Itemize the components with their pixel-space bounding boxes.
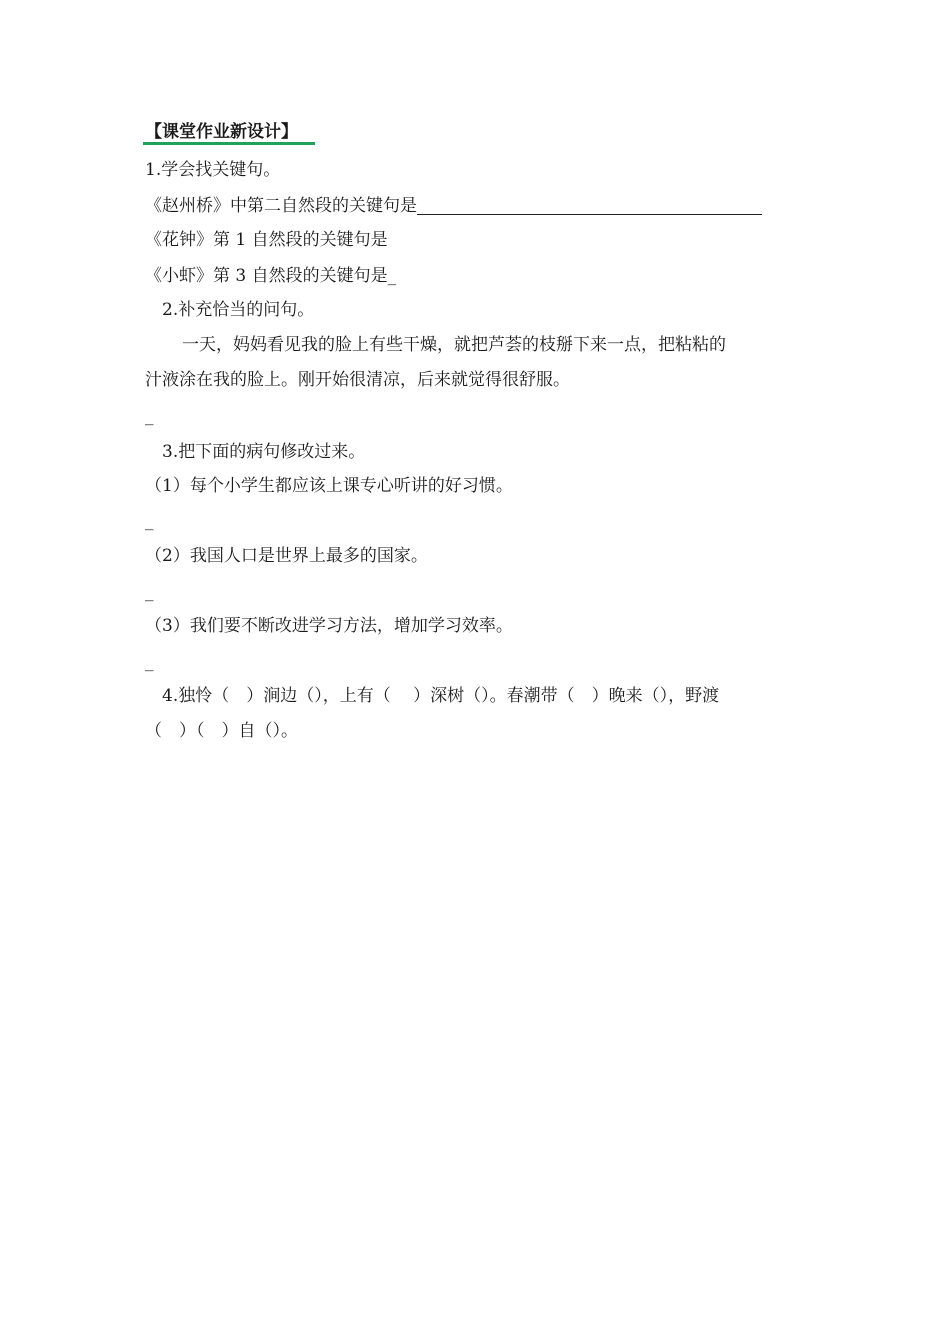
question-3-item-1: （1）每个小学生都应该上课专心听讲的好习惯。 (145, 476, 513, 496)
question-2-paragraph-line-2: 汁液涂在我的脸上。刚开始很清凉，后来就觉得很舒服。 (145, 370, 570, 390)
question-2-paragraph-line-1: 一天，妈妈看见我的脸上有些干燥，就把芦荟的枝掰下来一点，把粘粘的 (182, 335, 726, 355)
heading-underline (143, 142, 315, 145)
question-3-answer-1[interactable]: _ (145, 511, 154, 531)
question-1-title: 1.学会找关键句。 (145, 160, 281, 180)
question-2-answer[interactable]: _ (145, 406, 154, 426)
question-1-line-1 (145, 194, 762, 218)
question-3-title: 3.把下面的病句修改过来。 (162, 442, 366, 462)
question-1-line-2: 《花钟》第 1 自然段的关键句是 (145, 230, 388, 250)
section-heading: 【课堂作业新设计】 (145, 122, 298, 142)
answer-blank[interactable] (417, 197, 762, 215)
question-3-answer-3[interactable]: _ (145, 652, 154, 672)
question-1-line-1-text: 《赵州桥》中第二自然段的关键句是 (145, 196, 417, 216)
question-4-line-1: 4.独怜（ ）涧边（），上有（ ）深树（）。春潮带（ ）晚来（），野渡 (162, 686, 720, 706)
question-3-answer-2[interactable]: _ (145, 582, 154, 602)
question-3-item-3: （3）我们要不断改进学习方法，增加学习效率。 (145, 616, 513, 636)
question-1-line-3: 《小虾》第 3 自然段的关键句是_ (145, 266, 397, 286)
question-3-item-2: （2）我国人口是世界上最多的国家。 (145, 546, 428, 566)
question-2-title: 2.补充恰当的问句。 (162, 300, 315, 320)
question-4-line-2: （ ）（ ）自（）。 (145, 721, 298, 741)
